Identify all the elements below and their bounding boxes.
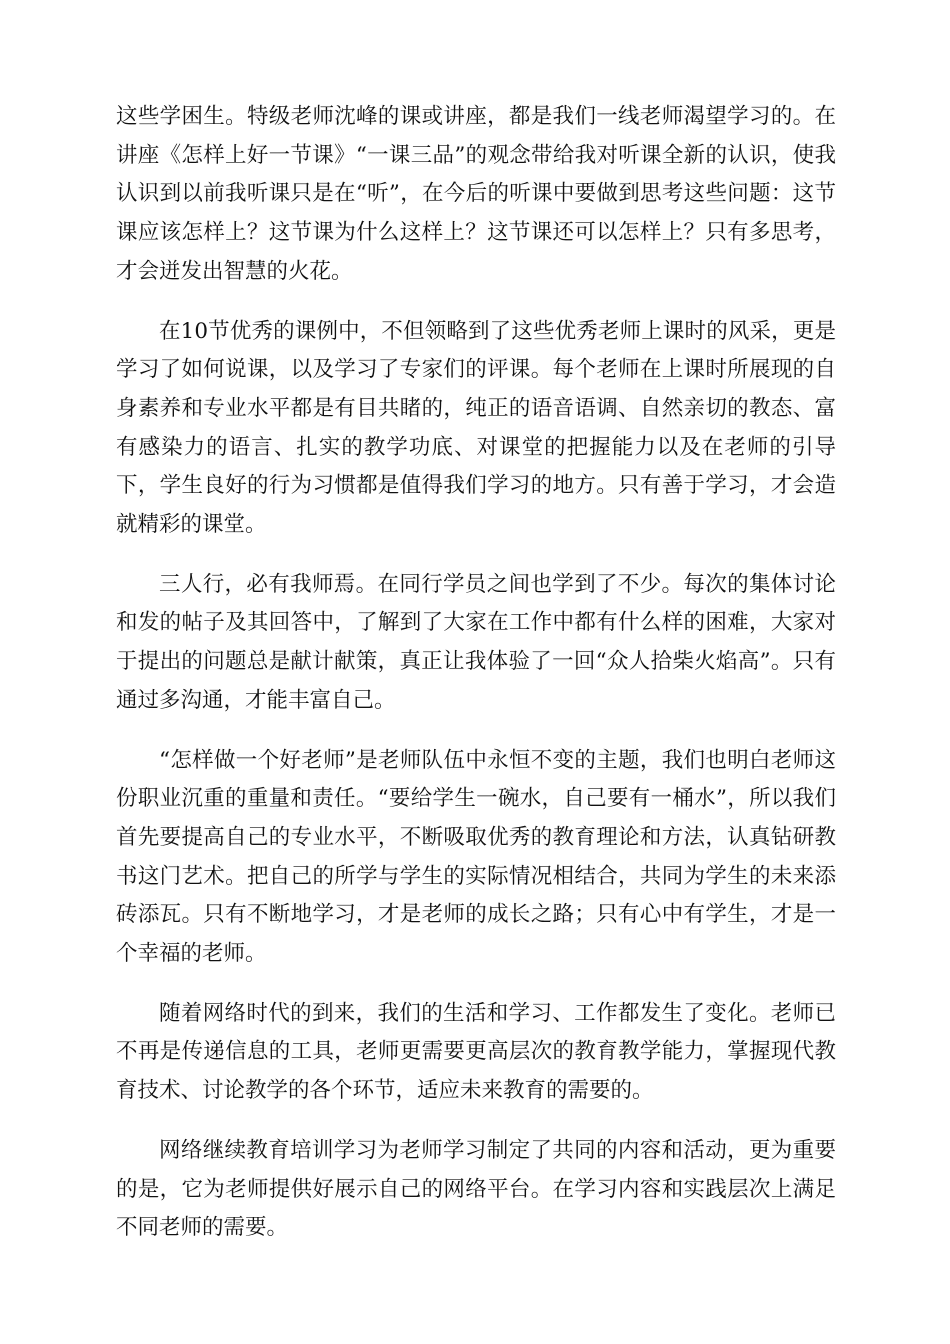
paragraph-network-era: 随着网络时代的到来，我们的生活和学习、工作都发生了变化。老师已不再是传递信息的工具，老师更需要更高层次的教育教学能力，掌握现代教育技术、讨论教学的各个环节，适应未来教育的需要的。	[116, 1000, 836, 1104]
paragraph-peer-learning: 三人行，必有我师焉。在同行学员之间也学到了不少。每次的集体讨论和发的帖子及其回答中，了解到了大家在工作中都有什么样的困难，大家对于提出的问题总是献计献策，真正让我体验了一回“众人拾柴火焰高”。只有通过多沟通，才能丰富自己。	[116, 571, 836, 713]
paragraph-online-training: 网络继续教育培训学习为老师学习制定了共同的内容和活动，更为重要的是，它为老师提供好展示自己的网络平台。在学习内容和实践层次上满足不同老师的需要。	[116, 1137, 836, 1241]
paragraph-continuation: 这些学困生。特级老师沈峰的课或讲座，都是我们一线老师渴望学习的。在讲座《怎样上好一节课》“一课三品”的观念带给我对听课全新的认识，使我认识到以前我听课只是在“听”，在今后的听课中要做到思考这些问题：这节课应该怎样上？这节课为什么这样上？这节课还可以怎样上？只有多思考，才会迸发出智慧的火花。	[116, 104, 836, 284]
document-page	[116, 98, 836, 1269]
paragraph-good-teacher: “怎样做一个好老师”是老师队伍中永恒不变的主题，我们也明白老师这份职业沉重的重量和责任。“要给学生一碗水，自己要有一桶水”，所以我们首先要提高自己的专业水平，不断吸取优秀的教育理论和方法，认真钻研教书这门艺术。把自己的所学与学生的实际情况相结合，共同为学生的未来添砖添瓦。只有不断地学习，才是老师的成长之路；只有心中有学生，才是一个幸福的老师。	[116, 747, 836, 967]
paragraph-course-examples: 在10节优秀的课例中，不但领略到了这些优秀老师上课时的风采，更是学习了如何说课，以及学习了专家们的评课。每个老师在上课时所展现的自身素养和专业水平都是有目共睹的，纯正的语音语调、自然亲切的教态、富有感染力的语言、扎实的教学功底、对课堂的把握能力以及在老师的引导下，学生良好的行为习惯都是值得我们学习的地方。只有善于学习，才会造就精彩的课堂。	[116, 318, 836, 538]
